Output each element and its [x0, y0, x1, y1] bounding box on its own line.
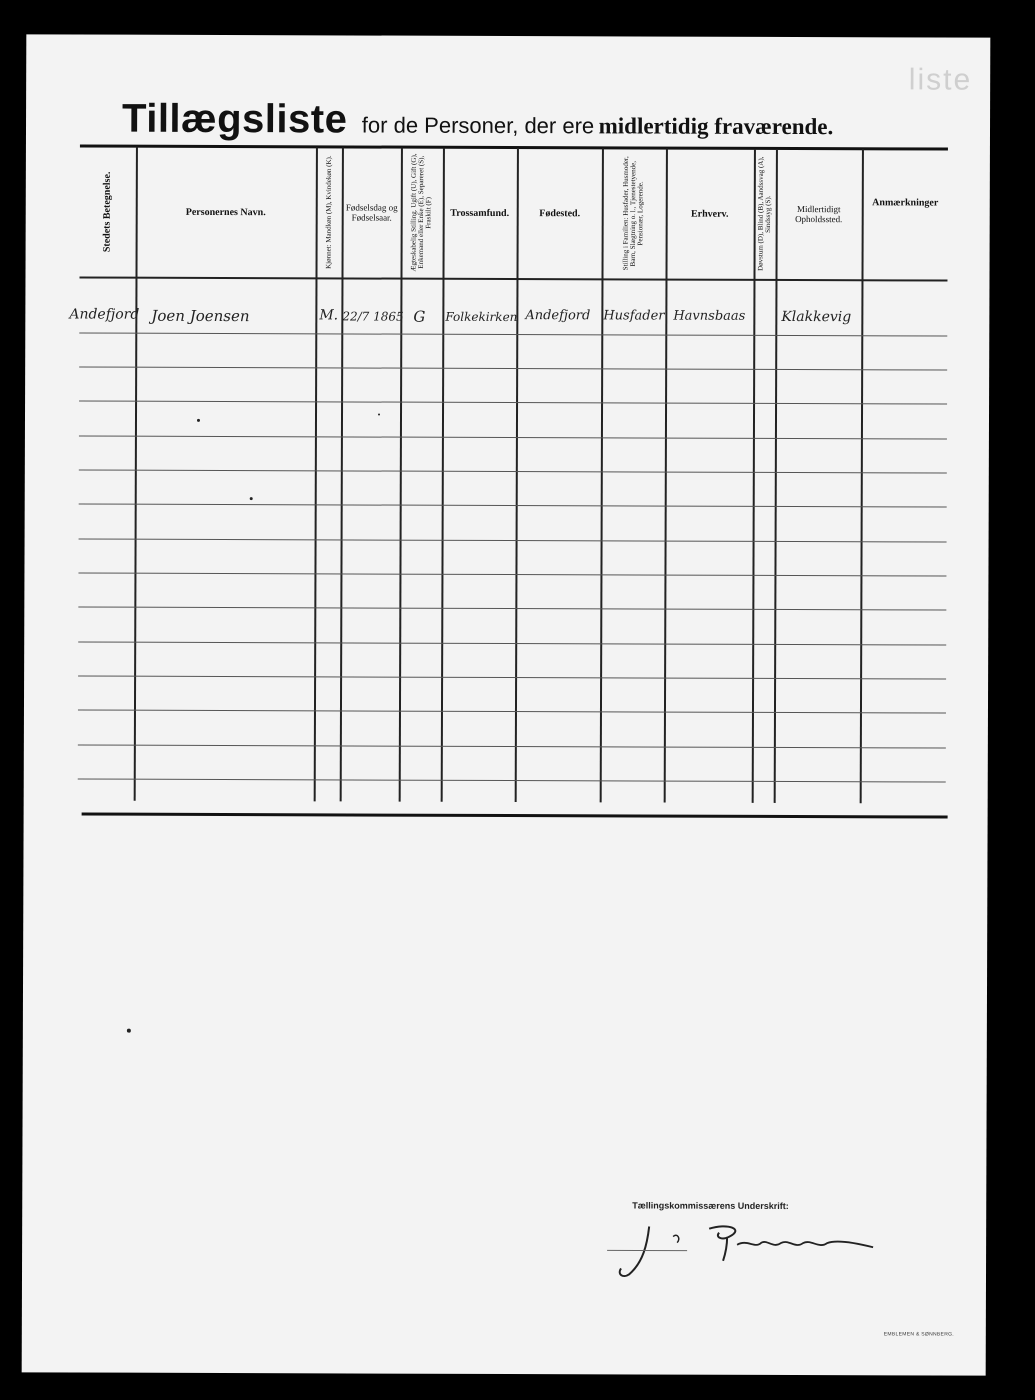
row-line — [79, 504, 947, 508]
row-line — [78, 745, 946, 749]
col-header-temp-residence: Midlertidigt Opholdssted. — [795, 204, 843, 225]
page-title — [122, 97, 833, 144]
row-line — [78, 710, 946, 714]
ink-speck — [197, 419, 200, 422]
cell-temp-residence: Klakkevig — [781, 308, 852, 326]
cell-marital: G — [413, 307, 426, 326]
printer-mark: EMBLEMEN & SØNNBERG. — [883, 1331, 955, 1338]
cell-occupation: Havnsbaas — [673, 308, 746, 324]
cell-birth: 22/7 1865 — [342, 309, 404, 324]
row-line — [79, 367, 947, 371]
ink-speck — [127, 1029, 131, 1033]
col-header-remarks: Anmærkninger — [872, 197, 939, 209]
cell-place: Andefjord — [69, 306, 140, 323]
row-line — [78, 779, 946, 783]
handwritten-signature — [577, 1214, 877, 1290]
col-header-birth: Fødselsdag og Fødselsaar. — [345, 202, 398, 223]
signature-label: Tællingskommissærens Underskrift: — [632, 1200, 789, 1211]
row-line — [79, 436, 947, 440]
col-header-name: Personernes Navn. — [185, 206, 266, 218]
row-line — [79, 539, 947, 543]
ink-speck — [378, 414, 380, 416]
row-line — [78, 607, 946, 611]
col-header-disability: Døvstum (D), Blind (B), Aandssvag (A), Sindssyg (S). — [756, 156, 772, 272]
row-line — [79, 401, 947, 405]
title-main: Tillægsliste — [121, 96, 348, 142]
cell-sex: M. — [319, 307, 339, 324]
census-table — [69, 147, 948, 810]
census-sheet — [22, 34, 991, 1375]
faint-list-mark: liste — [908, 63, 973, 97]
row-line — [79, 470, 947, 474]
row-line — [78, 573, 946, 577]
ink-speck — [250, 497, 253, 500]
col-header-sex: Kjønnet: Mandkøn (M), Kvindekøn (K). — [324, 155, 333, 270]
cell-faith: Folkekirken — [445, 309, 518, 325]
row-line — [79, 333, 947, 337]
col-header-place: Stedets Betegnelse. — [101, 171, 113, 252]
cell-birthplace: Andefjord — [525, 308, 591, 324]
title-emphasis: midlertidig fraværende. — [598, 113, 834, 140]
col-header-marital: Ægteskabelig Stilling. Ugift (U), Gift (G), Enkemand eller Enke (E), Separeret (S), Fraskilt (F) — [409, 153, 433, 272]
col-header-birthplace: Fødested. — [539, 207, 581, 219]
cell-family-role: Husfader — [603, 308, 665, 324]
cell-name: Joen Joensen — [151, 306, 250, 326]
col-header-faith: Trossamfund. — [450, 207, 510, 219]
title-middle: for de Personer, der ere — [361, 112, 595, 139]
row-line — [78, 642, 946, 646]
col-header-occupation: Erhverv. — [690, 208, 729, 220]
table-bottom-rule — [82, 813, 948, 819]
row-line — [78, 676, 946, 680]
col-header-family-role: Stilling i Familien: Husfader, Husmoder, Barn, Slægtning o. l., Tjenestetyende, Pensionær, Logerende. — [621, 156, 645, 271]
